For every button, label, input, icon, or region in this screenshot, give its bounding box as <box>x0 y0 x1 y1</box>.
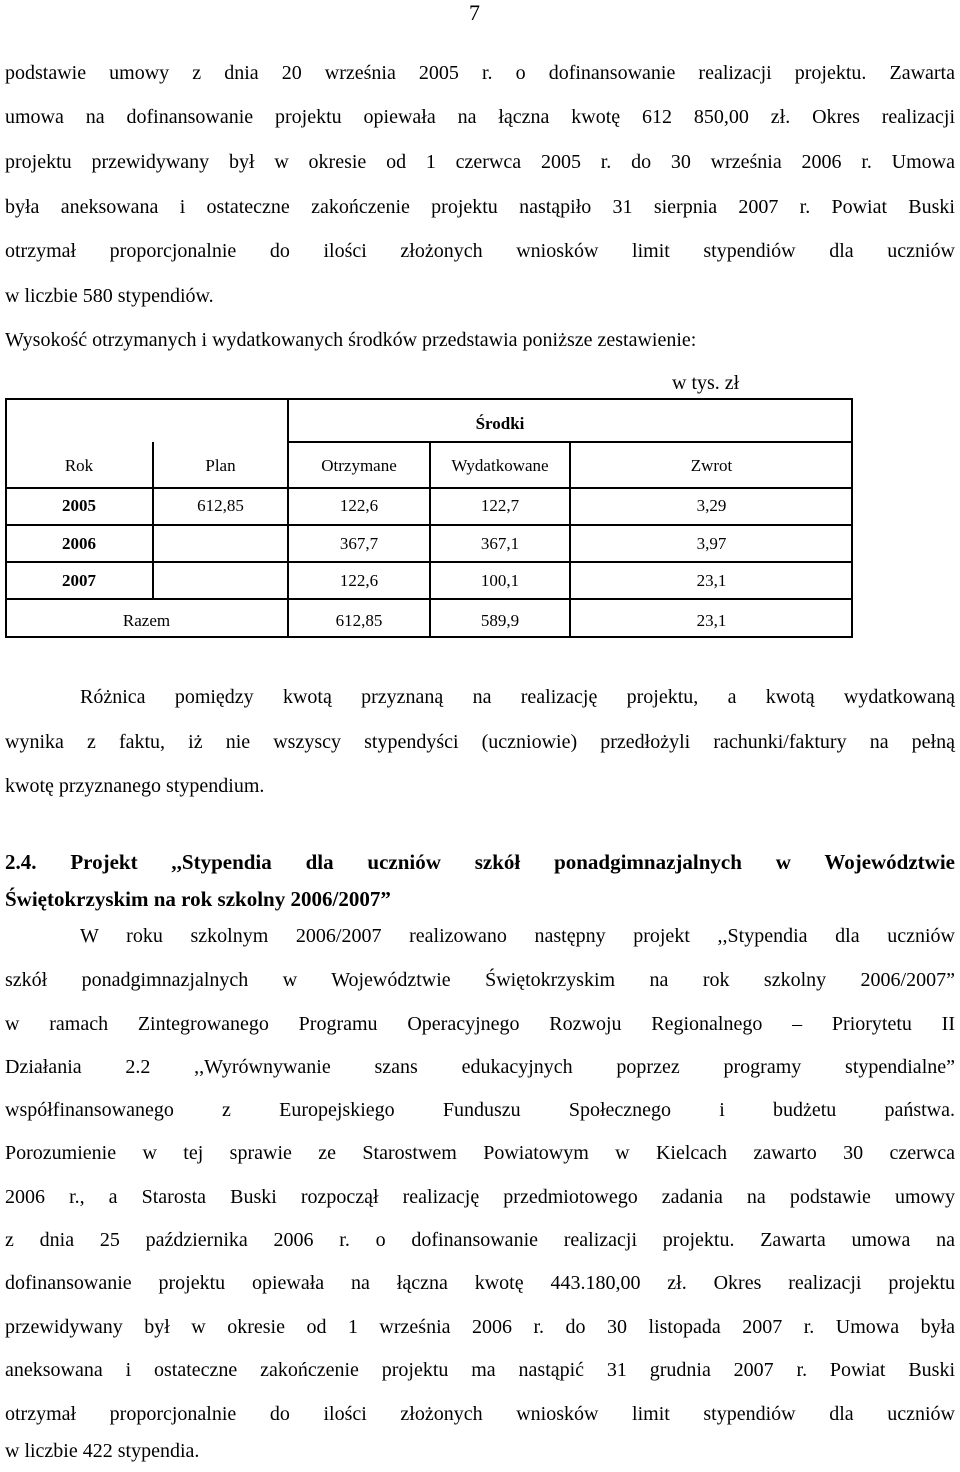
table-intro: Wysokość otrzymanych i wydatkowanych środków przedstawia poniższe zestawienie: <box>5 329 697 351</box>
paragraph-line: z dnia 25 października 2006 r. o dofinansowanie realizacji projektu. Zawarta umowa na <box>5 1229 955 1251</box>
table-cell-year: 2005 <box>62 496 96 515</box>
paragraph-line: kwotę przyznanego stypendium. <box>5 775 265 797</box>
paragraph-line: Różnica pomiędzy kwotą przyznaną na realizację projektu, a kwotą wydatkowaną <box>80 686 955 708</box>
col-header-rok: Rok <box>64 456 94 475</box>
col-header-wydatkowane: Wydatkowane <box>451 456 549 475</box>
section-heading: Świętokrzyskim na rok szkolny 2006/2007” <box>5 887 391 911</box>
paragraph-line: podstawie umowy z dnia 20 września 2005 r. o dofinansowanie realizacji projektu. Zawarta <box>5 62 955 84</box>
col-header-otrzymane: Otrzymane <box>321 456 397 475</box>
table-cell-zwrot: 23,1 <box>696 571 727 590</box>
col-header-zwrot: Zwrot <box>690 456 733 475</box>
table-cell-zwrot: 3,97 <box>696 534 727 553</box>
paragraph-line: w liczbie 580 stypendiów. <box>5 285 214 307</box>
unit-label: w tys. zł <box>672 372 740 394</box>
paragraph-line: współfinansowanego z Europejskiego Funduszu Społecznego i budżetu państwa. <box>5 1099 955 1121</box>
table-cell-otrzymane: 122,6 <box>339 496 379 515</box>
paragraph-line: 2006 r., a Starosta Buski rozpoczął realizację przedmiotowego zadania na podstawie umowy <box>5 1186 955 1208</box>
paragraph-line: aneksowana i ostateczne zakończenie projektu ma nastąpić 31 grudnia 2007 r. Powiat Buski <box>5 1359 955 1381</box>
table-total-label: Razem <box>122 611 171 630</box>
table-grid <box>5 398 853 638</box>
paragraph-line: była aneksowana i ostateczne zakończenie projektu nastąpiło 31 sierpnia 2007 r. Powiat Buski <box>5 196 955 218</box>
paragraph-line: W roku szkolnym 2006/2007 realizowano następny projekt ,,Stypendia dla uczniów <box>80 925 955 947</box>
paragraph-line: szkół ponadgimnazjalnych w Województwie Świętokrzyskim na rok szkolny 2006/2007” <box>5 969 955 991</box>
section-heading: 2.4. Projekt ,,Stypendia dla uczniów szkół ponadgimnazjalnych w Województwie <box>5 850 955 874</box>
table-cell-otrzymane: 367,7 <box>339 534 379 553</box>
table-cell-wydatkowane: 367,1 <box>480 534 520 553</box>
table-cell-wydatkowane: 122,7 <box>480 496 520 515</box>
paragraph-line: Działania 2.2 ,,Wyrównywanie szans edukacyjnych poprzez programy stypendialne” <box>5 1056 955 1078</box>
paragraph-line: wynika z faktu, iż nie wszyscy stypendyści (uczniowie) przedłożyli rachunki/faktury na pełną <box>5 731 955 753</box>
col-header-plan: Plan <box>205 456 236 475</box>
table-cell-year: 2006 <box>62 534 96 553</box>
table-total-zwrot: 23,1 <box>696 611 727 630</box>
table-cell-wydatkowane: 100,1 <box>480 571 520 590</box>
paragraph-line: w liczbie 422 stypendia. <box>5 1440 200 1462</box>
table-cell-otrzymane: 122,6 <box>339 571 379 590</box>
paragraph-line: w ramach Zintegrowanego Programu Operacyjnego Rozwoju Regionalnego – Priorytetu II <box>5 1013 955 1035</box>
paragraph-line: dofinansowanie projektu opiewała na łączna kwotę 443.180,00 zł. Okres realizacji projektu <box>5 1272 955 1294</box>
paragraph-line: umowa na dofinansowanie projektu opiewała na łączna kwotę 612 850,00 zł. Okres realizacji <box>5 106 955 128</box>
paragraph-line: Porozumienie w tej sprawie ze Starostwem Powiatowym w Kielcach zawarto 30 czerwca <box>5 1142 955 1164</box>
funds-table <box>5 398 853 638</box>
table-total-otrzymane: 612,85 <box>335 611 383 630</box>
table-total-wydatkowane: 589,9 <box>480 611 520 630</box>
paragraph-line: otrzymał proporcjonalnie do ilości złożonych wniosków limit stypendiów dla uczniów <box>5 1403 955 1425</box>
paragraph-line: projektu przewidywany był w okresie od 1 czerwca 2005 r. do 30 września 2006 r. Umowa <box>5 151 955 173</box>
group-header: Środki <box>475 414 525 433</box>
paragraph-line: otrzymał proporcjonalnie do ilości złożonych wniosków limit stypendiów dla uczniów <box>5 240 955 262</box>
page-number: 7 <box>469 0 480 25</box>
table-cell-year: 2007 <box>62 571 96 590</box>
table-cell-zwrot: 3,29 <box>696 496 727 515</box>
table-cell-plan: 612,85 <box>197 496 244 515</box>
paragraph-line: przewidywany był w okresie od 1 września 2006 r. do 30 listopada 2007 r. Umowa była <box>5 1316 955 1338</box>
